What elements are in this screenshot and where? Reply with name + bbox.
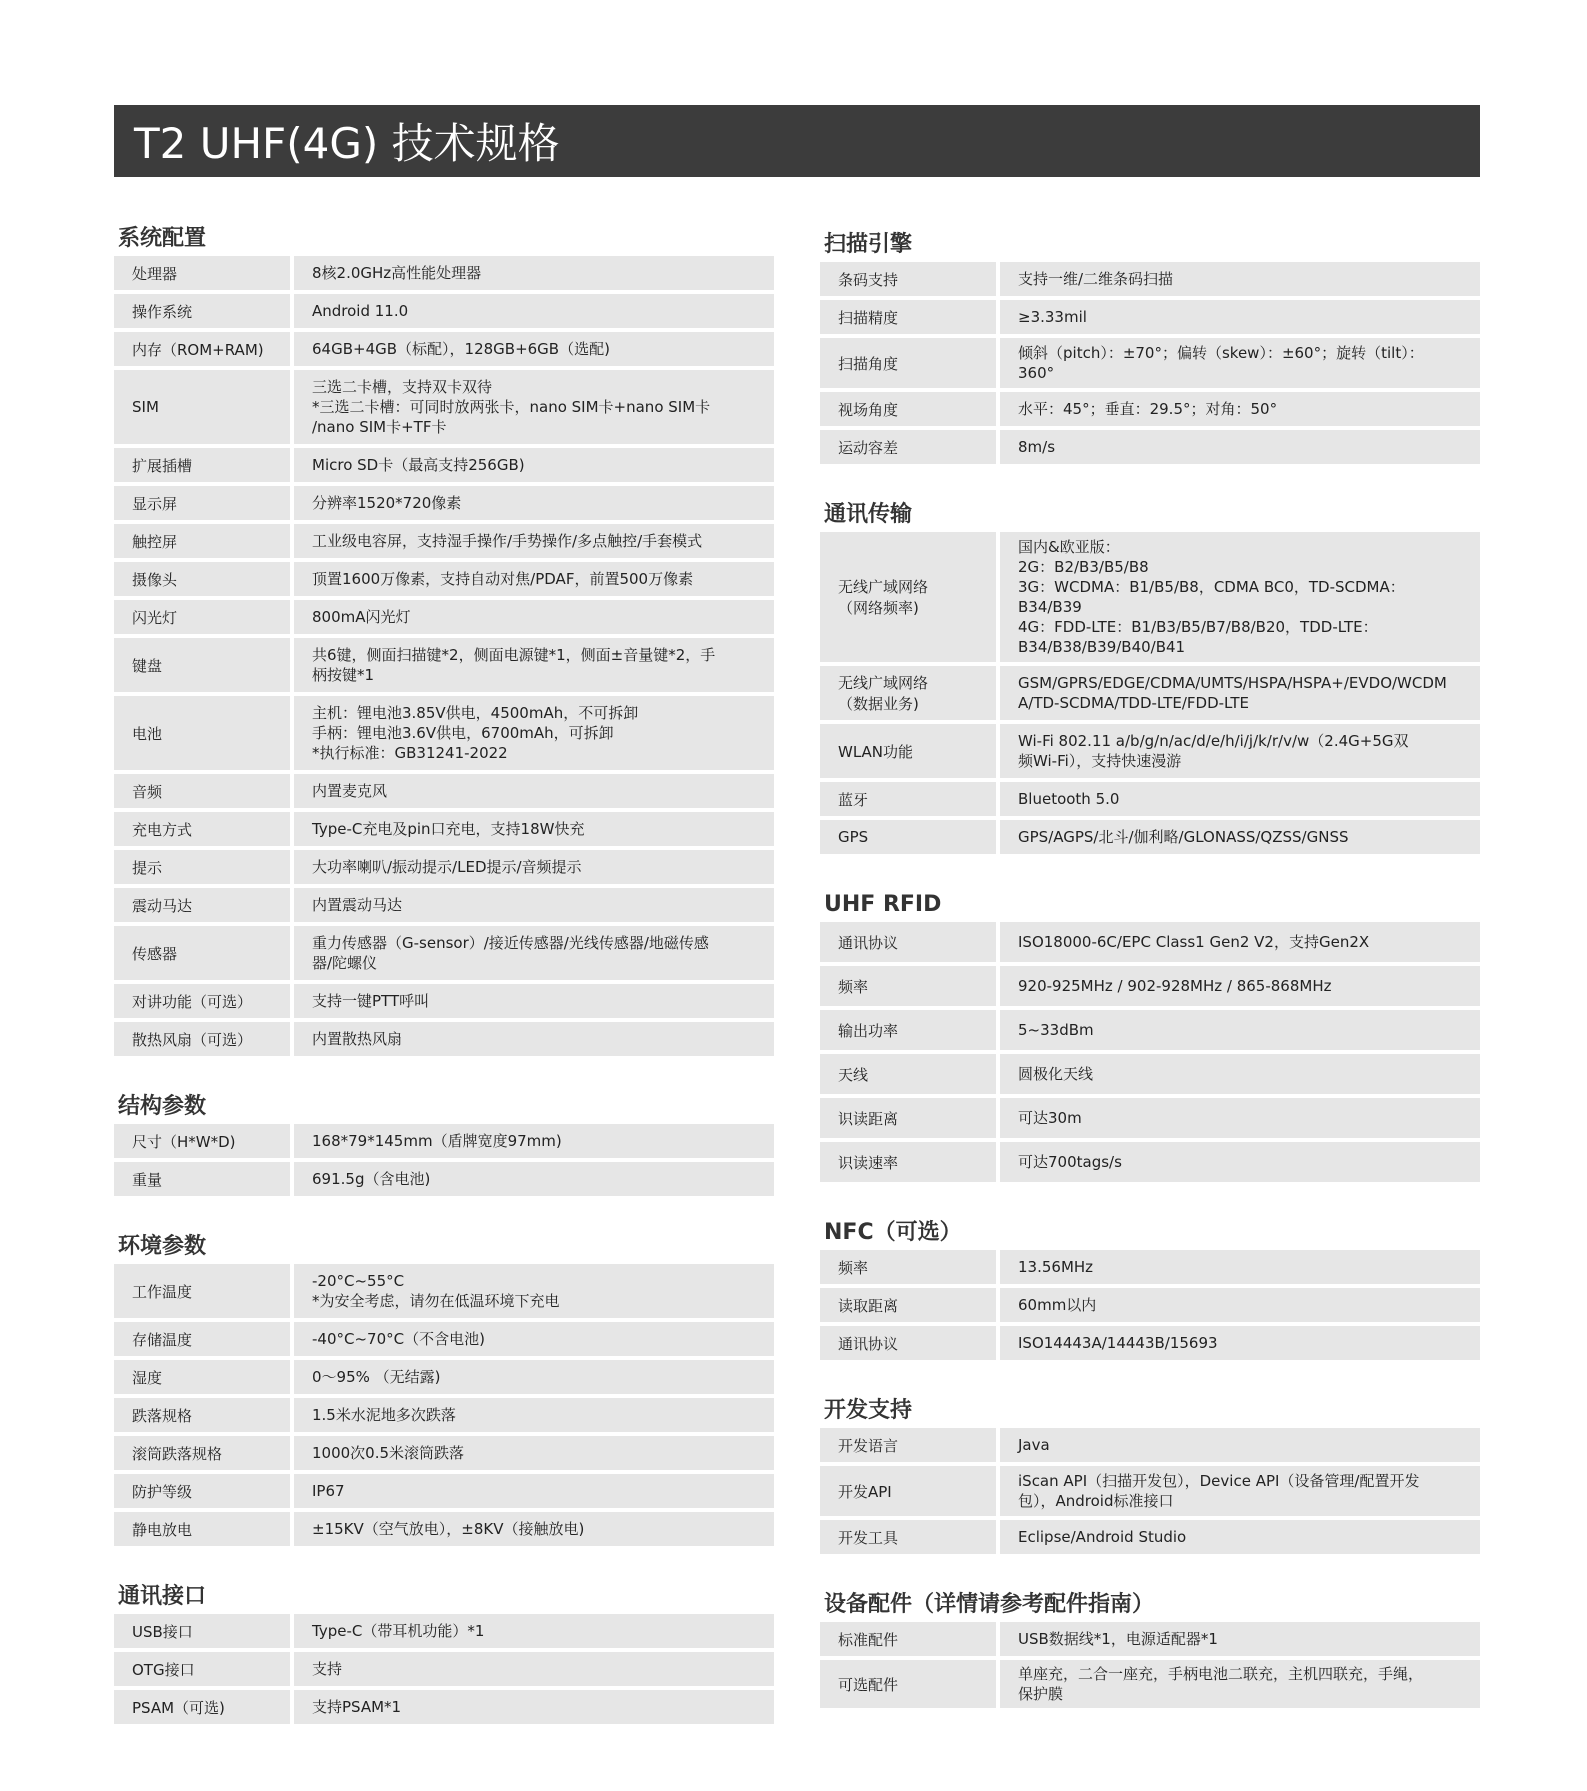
spec-value-line: 国内&欧亚版： (1018, 538, 1120, 556)
section-title: 系统配置 (118, 226, 207, 251)
spec-value-line: 三选二卡槽，支持双卡双待 (312, 378, 493, 396)
spec-key: 工作温度 (114, 1264, 294, 1318)
spec-key: 开发API (820, 1466, 1000, 1516)
spec-value-line: Bluetooth 5.0 (1018, 790, 1120, 808)
spec-row (114, 486, 774, 520)
spec-row (820, 1250, 1480, 1284)
spec-key: 电池 (114, 696, 294, 770)
spec-row (114, 294, 774, 328)
spec-row (114, 1652, 774, 1686)
right-section-0 (820, 228, 1480, 464)
spec-key: 摄像头 (114, 562, 294, 596)
spec-value (294, 1690, 774, 1724)
spec-row (820, 262, 1480, 296)
spec-value (294, 1162, 774, 1196)
spec-value (1000, 1054, 1480, 1094)
spec-value (1000, 724, 1480, 778)
spec-row (820, 1660, 1480, 1708)
spec-value (294, 1322, 774, 1356)
spec-key: 识读距离 (820, 1098, 1000, 1138)
spec-row (820, 1054, 1480, 1094)
spec-key: 通讯协议 (820, 1326, 1000, 1360)
spec-value-line: *执行标准：GB31241-2022 (312, 744, 508, 762)
spec-value-line: ±15KV（空气放电），±8KV（接触放电) (312, 1520, 585, 1538)
spec-value (1000, 1142, 1480, 1182)
spec-value (1000, 1250, 1480, 1284)
spec-value-line: 单座充，二合一座充，手柄电池二联充，主机四联充，手绳， (1018, 1665, 1424, 1683)
spec-value-line: 2G：B2/B3/B5/B8 (1018, 558, 1149, 576)
spec-row (114, 1022, 774, 1056)
right-section-4 (820, 1394, 1480, 1554)
spec-value (294, 448, 774, 482)
spec-value (294, 1652, 774, 1686)
spec-value-line: GPS/AGPS/北斗/伽利略/GLONASS/QZSS/GNSS (1018, 828, 1349, 846)
spec-key: 频率 (820, 1250, 1000, 1284)
spec-value (294, 984, 774, 1018)
spec-key: 充电方式 (114, 812, 294, 846)
spec-key: 震动马达 (114, 888, 294, 922)
spec-value (1000, 338, 1480, 388)
spec-key: 天线 (820, 1054, 1000, 1094)
spec-value-line: 内置震动马达 (312, 896, 403, 914)
spec-row (114, 1398, 774, 1432)
spec-row (820, 1098, 1480, 1138)
right-section-1 (820, 498, 1480, 854)
spec-row (820, 338, 1480, 388)
section-title: 通讯接口 (118, 1584, 207, 1609)
spec-key: 无线广域网络 （数据业务) (820, 666, 1000, 720)
spec-value (294, 332, 774, 366)
spec-value-line: 168*79*145mm（盾牌宽度97mm) (312, 1132, 562, 1150)
spec-key: 散热风扇（可选） (114, 1022, 294, 1056)
spec-value-line: 3G：WCDMA：B1/B5/B8，CDMA BC0，TD-SCDMA： (1018, 578, 1405, 596)
spec-key: 对讲功能（可选） (114, 984, 294, 1018)
spec-value-line: ISO14443A/14443B/15693 (1018, 1334, 1218, 1352)
spec-row (114, 256, 774, 290)
spec-value-line: Type-C（带耳机功能）*1 (312, 1622, 485, 1640)
spec-value (294, 1512, 774, 1546)
spec-value-line: 8m/s (1018, 438, 1056, 456)
spec-value-line: 圆极化天线 (1018, 1065, 1094, 1083)
spec-value-line: 60mm以内 (1018, 1296, 1097, 1314)
spec-row (114, 1322, 774, 1356)
spec-value (294, 370, 774, 444)
section-title: 扫描引擎 (824, 232, 913, 257)
spec-value (294, 600, 774, 634)
spec-row (114, 1162, 774, 1196)
spec-value (294, 638, 774, 692)
spec-key: 静电放电 (114, 1512, 294, 1546)
spec-value (294, 696, 774, 770)
spec-key: 频率 (820, 966, 1000, 1006)
left-section-3 (114, 1580, 774, 1724)
right-column (820, 228, 1480, 1742)
spec-row (114, 370, 774, 444)
spec-key: WLAN功能 (820, 724, 1000, 778)
spec-value-line: A/TD-SCDMA/TDD-LTE/FDD-LTE (1018, 694, 1249, 712)
spec-value-line: ≥3.33mil (1018, 308, 1087, 326)
spec-row (114, 1264, 774, 1318)
spec-key: 重量 (114, 1162, 294, 1196)
spec-value (294, 1398, 774, 1432)
section-title: 结构参数 (118, 1094, 207, 1119)
spec-value (1000, 1326, 1480, 1360)
spec-value-line: Eclipse/Android Studio (1018, 1528, 1187, 1546)
spec-value-line: 手柄：锂电池3.6V供电，6700mAh，可拆卸 (312, 724, 614, 742)
spec-key: 扫描精度 (820, 300, 1000, 334)
spec-value-line: ISO18000-6C/EPC Class1 Gen2 V2，支持Gen2X (1018, 933, 1370, 951)
right-section-5 (820, 1588, 1480, 1708)
spec-key: 无线广域网络 （网络频率) (820, 532, 1000, 662)
spec-value (294, 1436, 774, 1470)
spec-value-line: Micro SD卡（最高支持256GB) (312, 456, 525, 474)
spec-row (114, 1474, 774, 1508)
spec-row (820, 1520, 1480, 1554)
spec-key: USB接口 (114, 1614, 294, 1648)
spec-value (294, 1614, 774, 1648)
spec-value-line: -20°C~55°C (312, 1272, 405, 1290)
spec-row (820, 1326, 1480, 1360)
spec-value-line: 8核2.0GHz高性能处理器 (312, 264, 482, 282)
spec-value-line: *为安全考虑，请勿在低温环境下充电 (312, 1292, 560, 1310)
right-section-3 (820, 1216, 1480, 1360)
spec-row (114, 1614, 774, 1648)
spec-row (114, 1360, 774, 1394)
spec-value (294, 850, 774, 884)
spec-key: 尺寸（H*W*D) (114, 1124, 294, 1158)
spec-key: 闪光灯 (114, 600, 294, 634)
spec-key: 操作系统 (114, 294, 294, 328)
spec-value (1000, 1622, 1480, 1656)
spec-value (294, 486, 774, 520)
spec-value-line: -40°C~70°C（不含电池) (312, 1330, 485, 1348)
spec-row (114, 812, 774, 846)
spec-value-line: 920-925MHz / 902-928MHz / 865-868MHz (1018, 977, 1332, 995)
spec-value-line: iScan API（扫描开发包），Device API（设备管理/配置开发 (1018, 1472, 1420, 1490)
spec-row (820, 1622, 1480, 1656)
spec-row (114, 774, 774, 808)
spec-key: 内存（ROM+RAM) (114, 332, 294, 366)
spec-value (1000, 966, 1480, 1006)
spec-key: 通讯协议 (820, 922, 1000, 962)
spec-key: 显示屏 (114, 486, 294, 520)
spec-key: 传感器 (114, 926, 294, 980)
spec-key: 输出功率 (820, 1010, 1000, 1050)
spec-value-line: 频Wi-Fi），支持快速漫游 (1018, 752, 1182, 770)
spec-key: SIM (114, 370, 294, 444)
spec-row (820, 782, 1480, 816)
spec-key: 湿度 (114, 1360, 294, 1394)
spec-value (294, 774, 774, 808)
spec-row (820, 666, 1480, 720)
spec-value-line: 800mA闪光灯 (312, 608, 411, 626)
spec-key: 运动容差 (820, 430, 1000, 464)
spec-row (114, 696, 774, 770)
spec-value (1000, 820, 1480, 854)
spec-value-line: 主机：锂电池3.85V供电，4500mAh，不可拆卸 (312, 704, 639, 722)
spec-value (1000, 1520, 1480, 1554)
spec-value-line: 倾斜（pitch）：±70°；偏转（skew）：±60°；旋转（tilt）： (1018, 344, 1424, 362)
spec-row (820, 724, 1480, 778)
spec-value (1000, 666, 1480, 720)
spec-key: 扩展插槽 (114, 448, 294, 482)
spec-value-line: 可达700tags/s (1018, 1153, 1122, 1171)
spec-row (820, 1288, 1480, 1322)
spec-value (1000, 532, 1480, 662)
spec-row (114, 1436, 774, 1470)
spec-row (114, 448, 774, 482)
spec-key: 跌落规格 (114, 1398, 294, 1432)
left-section-2 (114, 1230, 774, 1546)
spec-key: 蓝牙 (820, 782, 1000, 816)
spec-value-line: *三选二卡槽：可同时放两张卡，nano SIM卡+nano SIM卡 (312, 398, 711, 416)
spec-key: 音频 (114, 774, 294, 808)
spec-row (820, 1428, 1480, 1462)
spec-value-line: 13.56MHz (1018, 1258, 1094, 1276)
section-title: 设备配件（详情请参考配件指南） (824, 1592, 1155, 1617)
spec-value (294, 1474, 774, 1508)
section-title: UHF RFID (824, 892, 942, 917)
spec-value-line: 顶置1600万像素，支持自动对焦/PDAF，前置500万像素 (312, 570, 694, 588)
spec-value-line: 重力传感器（G-sensor）/接近传感器/光线传感器/地磁传感 (312, 934, 709, 952)
spec-key: 可选配件 (820, 1660, 1000, 1708)
spec-value-line: 包），Android标准接口 (1018, 1492, 1174, 1510)
spec-row (820, 392, 1480, 426)
spec-value-line: 水平：45°；垂直：29.5°；对角：50° (1018, 400, 1278, 418)
spec-row (114, 850, 774, 884)
spec-value-line: 大功率喇叭/振动提示/LED提示/音频提示 (312, 858, 582, 876)
spec-row (820, 820, 1480, 854)
spec-row (820, 1466, 1480, 1516)
spec-key: GPS (820, 820, 1000, 854)
spec-value-line: 支持PSAM*1 (312, 1698, 402, 1716)
spec-value-line: 5~33dBm (1018, 1021, 1094, 1039)
spec-value-line: 360° (1018, 364, 1055, 382)
spec-key: 防护等级 (114, 1474, 294, 1508)
spec-row (114, 1512, 774, 1546)
spec-value-line: 64GB+4GB（标配），128GB+6GB（选配) (312, 340, 610, 358)
spec-value (1000, 1660, 1480, 1708)
spec-value (294, 1022, 774, 1056)
spec-value-line: 691.5g（含电池) (312, 1170, 431, 1188)
spec-value (1000, 392, 1480, 426)
spec-value (1000, 782, 1480, 816)
spec-key: PSAM（可选) (114, 1690, 294, 1724)
spec-key: 视场角度 (820, 392, 1000, 426)
spec-value (1000, 1098, 1480, 1138)
spec-key: 扫描角度 (820, 338, 1000, 388)
spec-row (820, 966, 1480, 1006)
spec-value-line: 柄按键*1 (312, 666, 375, 684)
spec-value (294, 888, 774, 922)
spec-value (1000, 300, 1480, 334)
spec-row (820, 532, 1480, 662)
spec-value (294, 1360, 774, 1394)
section-title: 环境参数 (118, 1234, 207, 1259)
spec-value-line: 保护膜 (1018, 1685, 1064, 1703)
spec-value-line: 器/陀螺仪 (312, 954, 378, 972)
spec-value-line: Java (1018, 1436, 1050, 1454)
spec-row (820, 430, 1480, 464)
spec-key: 识读速率 (820, 1142, 1000, 1182)
spec-value-line: 内置散热风扇 (312, 1030, 403, 1048)
spec-value-line: B34/B38/B39/B40/B41 (1018, 638, 1186, 656)
left-section-1 (114, 1090, 774, 1196)
spec-row (114, 926, 774, 980)
spec-key: 标准配件 (820, 1622, 1000, 1656)
spec-value-line: 可达30m (1018, 1109, 1082, 1127)
spec-value-line: 共6键，侧面扫描键*2，侧面电源键*1，侧面±音量键*2，手 (312, 646, 716, 664)
spec-row (114, 1124, 774, 1158)
spec-value-line: GSM/GPRS/EDGE/CDMA/UMTS/HSPA/HSPA+/EVDO/WCDM (1018, 674, 1447, 692)
spec-row (820, 1142, 1480, 1182)
left-section-0 (114, 222, 774, 1056)
spec-value-line: Type-C充电及pin口充电，支持18W快充 (312, 820, 585, 838)
spec-value-line: Wi-Fi 802.11 a/b/g/n/ac/d/e/h/i/j/k/r/v/w（2.4G+5G双 (1018, 732, 1409, 750)
spec-value-line: USB数据线*1，电源适配器*1 (1018, 1630, 1218, 1648)
spec-row (114, 562, 774, 596)
spec-row (820, 922, 1480, 962)
spec-key: 提示 (114, 850, 294, 884)
spec-value-line: 工业级电容屏，支持湿手操作/手势操作/多点触控/手套模式 (312, 532, 703, 550)
spec-value-line: 支持一维/二维条码扫描 (1018, 270, 1174, 288)
spec-value (1000, 1010, 1480, 1050)
spec-value (1000, 1466, 1480, 1516)
spec-row (820, 1010, 1480, 1050)
spec-value (1000, 262, 1480, 296)
spec-value (294, 926, 774, 980)
spec-value-line: Android 11.0 (312, 302, 409, 320)
spec-key: 处理器 (114, 256, 294, 290)
spec-value (294, 294, 774, 328)
spec-value (1000, 1288, 1480, 1322)
spec-value-line: 4G：FDD-LTE：B1/B3/B5/B7/B8/B20，TDD-LTE： (1018, 618, 1378, 636)
page-title: T2 UHF(4G) 技术规格 (114, 105, 1480, 177)
spec-value (294, 812, 774, 846)
right-section-2 (820, 888, 1480, 1182)
spec-key: 开发工具 (820, 1520, 1000, 1554)
left-column (114, 222, 774, 1758)
spec-value (1000, 1428, 1480, 1462)
spec-key: 键盘 (114, 638, 294, 692)
spec-key: OTG接口 (114, 1652, 294, 1686)
section-title: 通讯传输 (824, 502, 913, 527)
spec-value-line: 分辨率1520*720像素 (312, 494, 462, 512)
spec-value (294, 1264, 774, 1318)
spec-value (1000, 430, 1480, 464)
spec-value-line: /nano SIM卡+TF卡 (312, 418, 447, 436)
spec-value-line: IP67 (312, 1482, 345, 1500)
spec-row (114, 332, 774, 366)
spec-row (114, 888, 774, 922)
spec-value-line: 1.5米水泥地多次跌落 (312, 1406, 456, 1424)
spec-value-line: 内置麦克风 (312, 782, 388, 800)
spec-key: 滚筒跌落规格 (114, 1436, 294, 1470)
spec-key: 读取距离 (820, 1288, 1000, 1322)
spec-key: 触控屏 (114, 524, 294, 558)
spec-value-line: 支持 (312, 1660, 343, 1678)
spec-value-line: 支持一键PTT呼叫 (312, 992, 430, 1010)
spec-row (114, 524, 774, 558)
spec-value-line: 1000次0.5米滚筒跌落 (312, 1444, 465, 1462)
spec-value-line: 0～95% （无结露) (312, 1368, 441, 1386)
spec-row (114, 600, 774, 634)
section-title: 开发支持 (824, 1398, 913, 1423)
spec-value (294, 524, 774, 558)
spec-row (114, 1690, 774, 1724)
spec-key: 开发语言 (820, 1428, 1000, 1462)
spec-row (114, 984, 774, 1018)
spec-row (114, 638, 774, 692)
spec-value (1000, 922, 1480, 962)
spec-key: 存储温度 (114, 1322, 294, 1356)
spec-value (294, 562, 774, 596)
spec-value-line: B34/B39 (1018, 598, 1082, 616)
spec-key: 条码支持 (820, 262, 1000, 296)
spec-value (294, 256, 774, 290)
spec-row (820, 300, 1480, 334)
section-title: NFC（可选） (824, 1220, 962, 1245)
spec-value (294, 1124, 774, 1158)
